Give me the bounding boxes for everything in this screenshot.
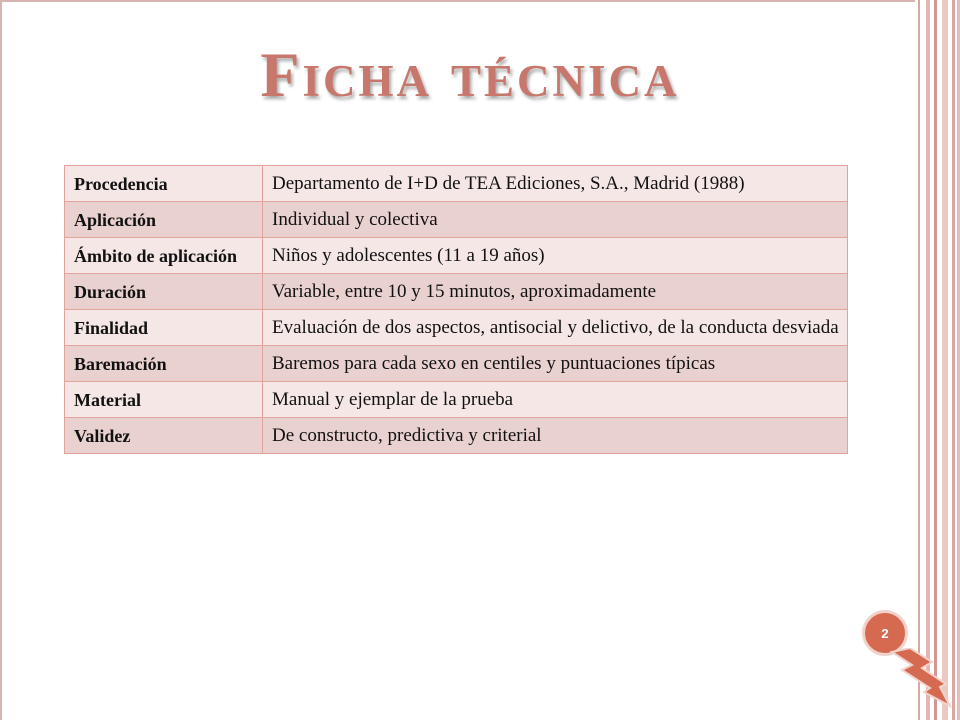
- table-row: [65, 346, 848, 382]
- table-row: [65, 166, 848, 202]
- row-value: Evaluación de dos aspectos, antisocial y delictivo, de la conducta desviada: [263, 310, 848, 346]
- row-value: Variable, entre 10 y 15 minutos, aproximadamente: [263, 274, 848, 310]
- lightning-bolt-icon: [880, 648, 952, 710]
- row-label: Validez: [65, 418, 263, 454]
- row-label: Duración: [65, 274, 263, 310]
- table-row: [65, 238, 848, 274]
- stripe: [942, 0, 948, 720]
- table-row: [65, 310, 848, 346]
- row-label: Material: [65, 382, 263, 418]
- tech-sheet-table: [64, 165, 848, 454]
- row-label: Aplicación: [65, 202, 263, 238]
- table-row: [65, 274, 848, 310]
- row-value: Departamento de I+D de TEA Ediciones, S.A., Madrid (1988): [263, 166, 848, 202]
- slide-title: Ficha técnica: [260, 39, 680, 110]
- row-value: Niños y adolescentes (11 a 19 años): [263, 238, 848, 274]
- row-value: Manual y ejemplar de la prueba: [263, 382, 848, 418]
- page-number-badge: 2: [862, 610, 908, 656]
- row-value: De constructo, predictiva y criterial: [263, 418, 848, 454]
- row-value: Individual y colectiva: [263, 202, 848, 238]
- row-label: Baremación: [65, 346, 263, 382]
- slide-frame-top: [0, 0, 915, 2]
- stripe: [952, 0, 955, 720]
- table-row: [65, 382, 848, 418]
- table-row: [65, 202, 848, 238]
- table-row: [65, 418, 848, 454]
- row-value: Baremos para cada sexo en centiles y puntuaciones típicas: [263, 346, 848, 382]
- row-label: Ámbito de aplicación: [65, 238, 263, 274]
- row-label: Procedencia: [65, 166, 263, 202]
- tech-sheet-table-wrap: [64, 165, 848, 454]
- row-label: Finalidad: [65, 310, 263, 346]
